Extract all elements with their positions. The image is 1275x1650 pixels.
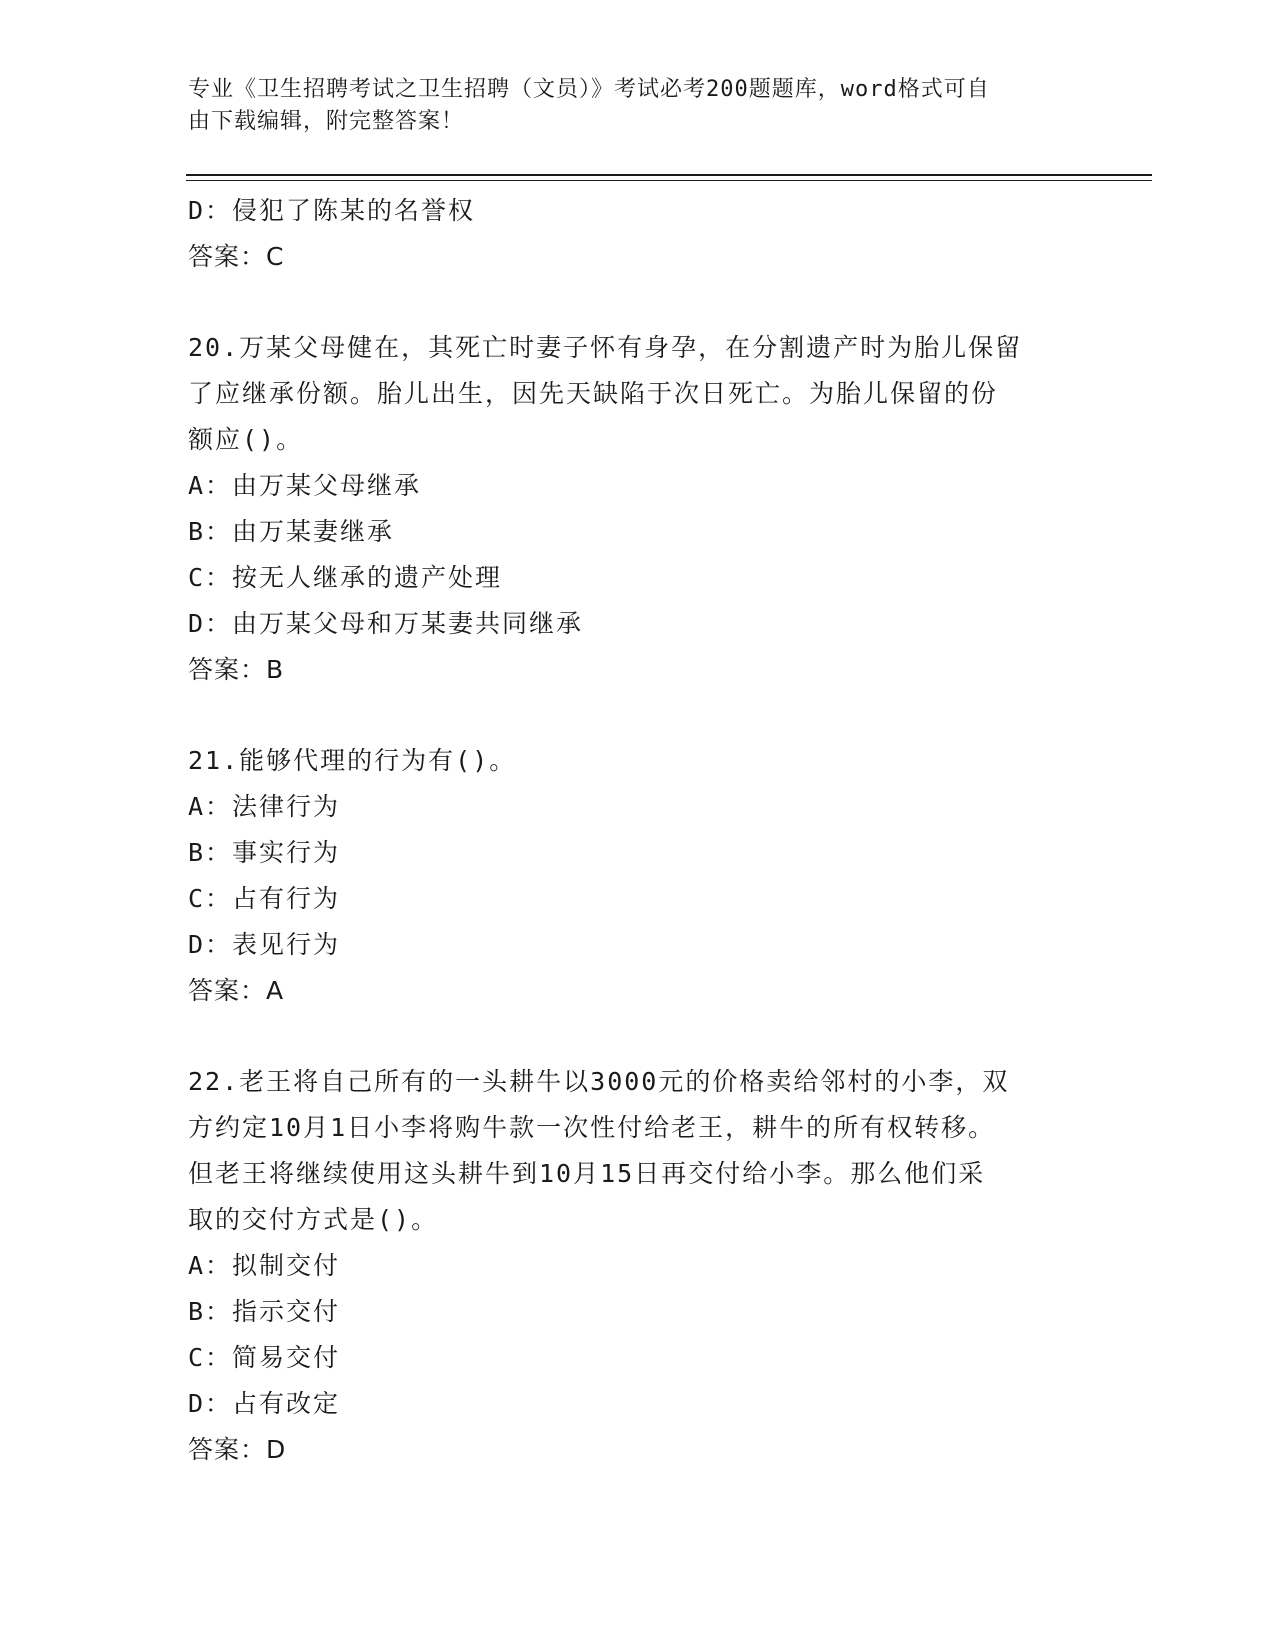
question-text-line: 了应继承份额。胎儿出生，因先天缺陷于次日死亡。为胎儿保留的份	[188, 379, 999, 408]
option-d: D：占有改定	[188, 1389, 341, 1418]
option-d: D：侵犯了陈某的名誉权	[188, 196, 476, 225]
option-a: A：由万某父母继承	[188, 471, 422, 500]
question-text-line: 取的交付方式是()。	[188, 1205, 439, 1234]
header-line: 专业《卫生招聘考试之卫生招聘（文员）》考试必考200题题库，word格式可自	[188, 77, 990, 102]
question-text-line: 但老王将继续使用这头耕牛到10月15日再交付给小李。那么他们采	[188, 1159, 986, 1188]
answer-line: 答案：D	[188, 1435, 287, 1464]
question-21	[188, 738, 1068, 1014]
answer-line: 答案：B	[188, 655, 285, 684]
question-text-line: 方约定10月1日小李将购牛款一次性付给老王，耕牛的所有权转移。	[188, 1113, 996, 1142]
header-divider-thin	[186, 180, 1152, 181]
question-20	[188, 325, 1068, 693]
header-line: 由下载编辑，附完整答案！	[188, 109, 465, 134]
question-text-line: 额应()。	[188, 425, 304, 454]
option-b: B：事实行为	[188, 838, 341, 867]
question-text-line: 22.老王将自己所有的一头耕牛以3000元的价格卖给邻村的小李，双	[188, 1067, 1010, 1096]
option-a: A：拟制交付	[188, 1251, 341, 1280]
spacer	[188, 693, 1068, 738]
option-b: B：由万某妻继承	[188, 517, 395, 546]
option-c: C：按无人继承的遗产处理	[188, 563, 503, 592]
option-a: A：法律行为	[188, 792, 341, 821]
answer-line: 答案：A	[188, 976, 285, 1005]
option-d: D：表见行为	[188, 930, 341, 959]
option-b: B：指示交付	[188, 1297, 341, 1326]
option-d: D：由万某父母和万某妻共同继承	[188, 609, 584, 638]
document-header	[188, 74, 1078, 138]
spacer	[188, 1014, 1068, 1059]
question-text-line: 20.万某父母健在，其死亡时妻子怀有身孕，在分割遗产时为胎儿保留	[188, 333, 1023, 362]
header-divider	[186, 174, 1152, 176]
answer-line: 答案：C	[188, 242, 285, 271]
option-c: C：简易交付	[188, 1343, 341, 1372]
question-22	[188, 1059, 1068, 1473]
spacer	[188, 280, 1068, 325]
question-text-line: 21.能够代理的行为有()。	[188, 746, 517, 775]
option-c: C：占有行为	[188, 884, 341, 913]
document-body	[188, 188, 1068, 1473]
